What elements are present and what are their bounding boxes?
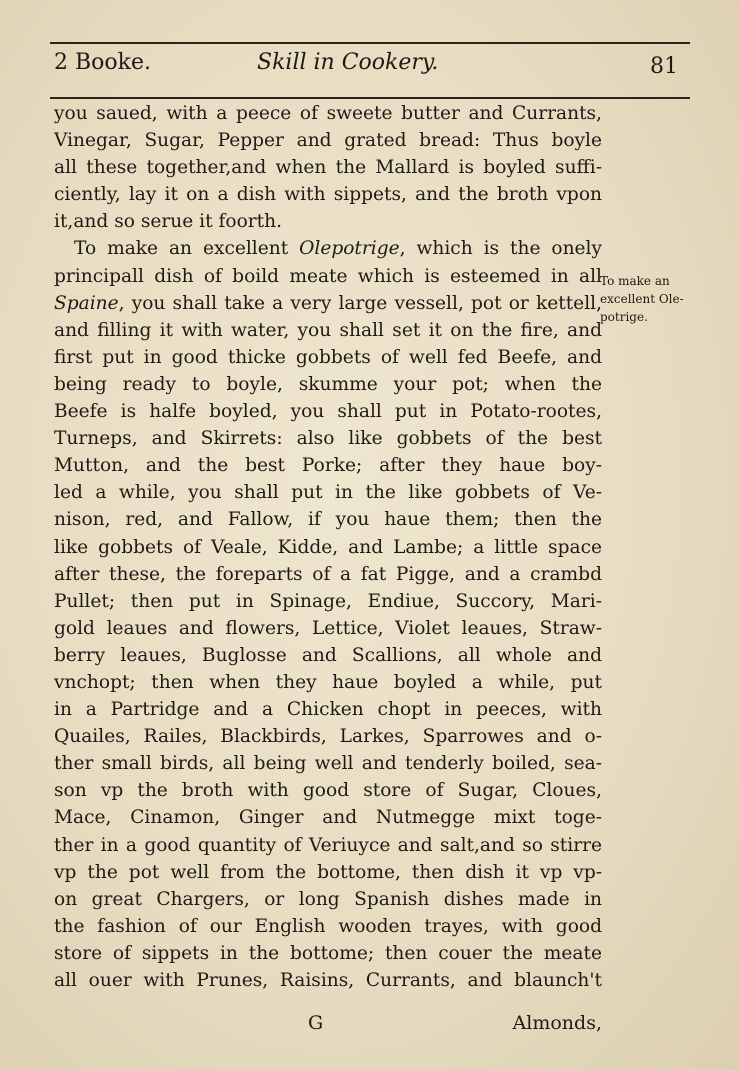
header-running-title: Skill in Cookery. [257, 50, 439, 75]
text-line-15: led a while, you shall put in the like gobbets of Ve- [54, 482, 602, 504]
marginal-note-line-1: To make an [600, 274, 670, 288]
text-line-32: store of sippets in the bottome; then couer the meate [54, 942, 602, 964]
text-line-10: first put in good thicke gobbets of well fed Beefe, and [54, 346, 602, 368]
text-line-16: nison, red, and Fallow, if you haue them; then the [54, 509, 602, 531]
text-line-3: all these together,and when the Mallard is boyled suffi- [54, 157, 602, 179]
header-rule-top [50, 42, 690, 44]
italic-word: Olepotrige [299, 238, 400, 260]
marginal-note [600, 272, 715, 326]
text-line-25: ther small birds, all being well and tenderly boiled, sea- [54, 753, 602, 775]
marginal-note-line-3: potrige. [600, 310, 648, 324]
text-line-24: Quailes, Railes, Blackbirds, Larkes, Sparrowes and o- [54, 726, 602, 748]
text-line-5: it,and so serue it foorth. [54, 211, 283, 233]
text-line-23: in a Partridge and a Chicken chopt in peeces, with [54, 699, 602, 721]
text-line-14: Mutton, and the best Porke; after they haue boy- [54, 455, 602, 477]
text-line-18: after these, the foreparts of a fat Pigge, and a crambd [54, 563, 602, 585]
text-line-13: Turneps, and Skirrets: also like gobbets of the best [54, 428, 602, 450]
text-line-33: all ouer with Prunes, Raisins, Currants, and blaunch't [54, 970, 602, 991]
text-line-7: principall dish of boild meate which is esteemed in all [54, 265, 602, 287]
marginal-note-line-2: excellent Ole- [600, 292, 684, 306]
text-line-2: Vinegar, Sugar, Pepper and grated bread: Thus boyle [54, 130, 602, 152]
text-line-30: on great Chargers, or long Spanish dishes made in [54, 888, 602, 910]
text-line-27: Mace, Cinamon, Ginger and Nutmegge mixt toge- [54, 807, 602, 829]
signature-mark: G [308, 1012, 324, 1034]
text-line-6: To make an excellent Olepotrige, which is the onely [74, 238, 602, 260]
running-header [52, 50, 692, 90]
text-line-4: ciently, lay it on a dish with sippets, and the broth vpon [54, 184, 602, 206]
text-line-28: ther in a good quantity of Veriuyce and salt,and so stirre [54, 834, 602, 856]
text-line-17: like gobbets of Veale, Kidde, and Lambe; a little space [54, 536, 602, 558]
text-line-29: vp the pot well from the bottome, then dish it vp vp- [54, 861, 602, 883]
text-line-19: Pullet; then put in Spinage, Endiue, Succory, Mari- [54, 590, 602, 612]
page-footer [54, 1012, 602, 1042]
body-text [54, 100, 602, 994]
catchword: Almonds, [512, 1012, 602, 1034]
text-line-22: vnchopt; then when they haue boyled a while, put [54, 671, 602, 693]
text-line-9: and filling it with water, you shall set it on the fire, and [54, 319, 602, 341]
text-line-31: the fashion of our English wooden trayes, with good [54, 915, 602, 937]
text-line-12: Beefe is halfe boyled, you shall put in Potato-rootes, [54, 401, 602, 423]
text-line-21: berry leaues, Buglosse and Scallions, all whole and [54, 644, 602, 666]
page-number: 81 [650, 54, 678, 79]
italic-word: Spaine [54, 292, 119, 314]
header-book-label: 2 Booke. [54, 50, 151, 75]
text-line-26: son vp the broth with good store of Sugar, Cloues, [54, 780, 602, 802]
text-line-1: you saued, with a peece of sweete butter and Currants, [54, 103, 602, 124]
text-line-8: Spaine, you shall take a very large vessell, pot or kettell, [54, 292, 602, 314]
text-line-11: being ready to boyle, skumme your pot; when the [54, 373, 602, 395]
header-rule-bottom [50, 97, 690, 99]
text-line-20: gold leaues and flowers, Lettice, Violet leaues, Straw- [54, 617, 602, 639]
